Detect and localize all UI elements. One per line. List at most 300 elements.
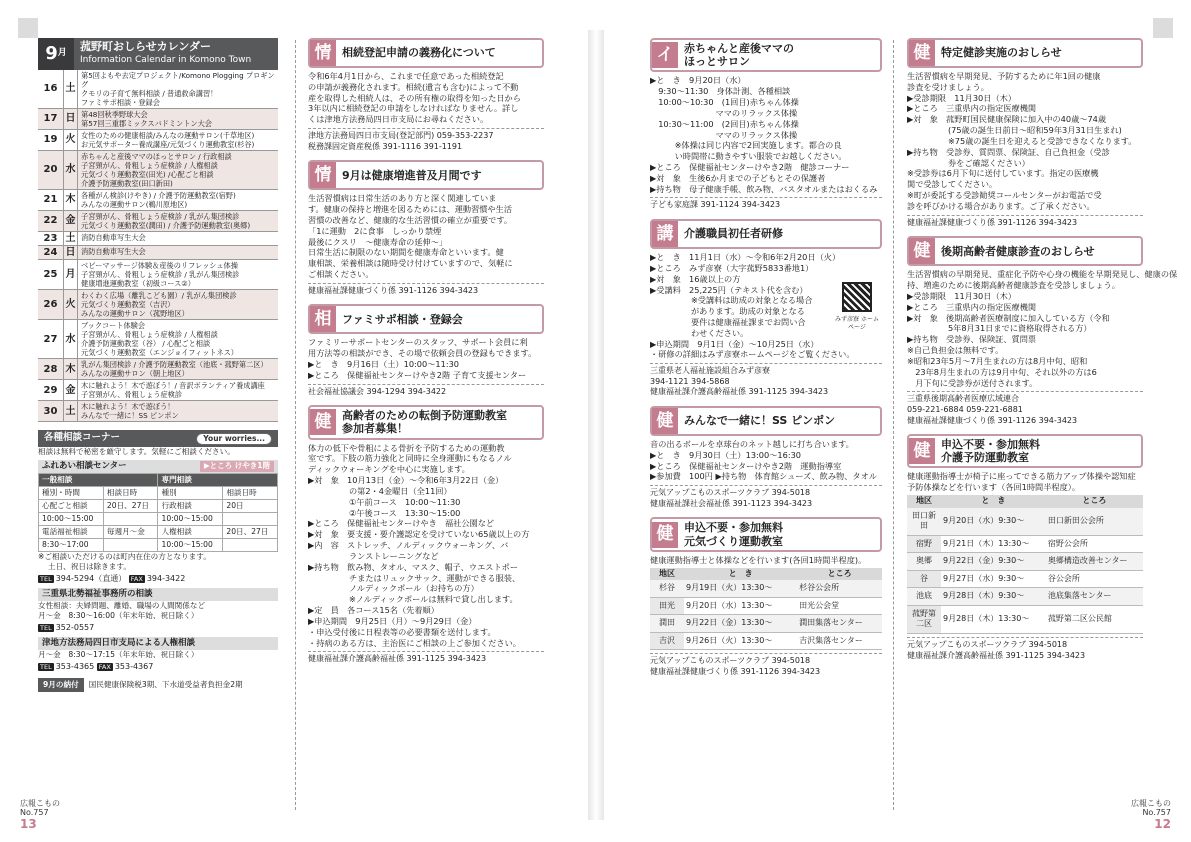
calendar-events <box>78 401 278 421</box>
article-title: 9月は健康増進普及月間です <box>342 168 482 182</box>
article-line: す。健康の保持と増進を図るためには、運動習慣や生活 <box>308 204 513 215</box>
calendar-event: 消防自動車写生大会 <box>81 247 146 257</box>
article-line: 10:00～10:30 (1回目)赤ちゃん体操 <box>650 97 799 108</box>
article-line: ノルディックポール（お持ちの方） <box>308 583 479 594</box>
article-line: 持、増進のために後期高齢者健康診査を受診しましょう。 <box>907 280 1120 291</box>
calendar-event: 第57回三重郡ミックスバドミントン大会 <box>81 119 212 128</box>
schedule-row: 潤田 9月22日（金）13:30～ 潤田集落センター <box>650 615 882 633</box>
article-elderly-checkup <box>907 236 1178 426</box>
calendar-title: 菰野町おしらせカレンダー <box>80 40 211 53</box>
calendar-event: 各種がん検診(けやき) / 介護予防運動教室(宿野) <box>81 191 236 200</box>
article-line: 産を取得した相続人は、その所有権の取得を知った日から <box>308 92 521 103</box>
calendar-events <box>78 260 278 289</box>
article-header <box>308 38 544 68</box>
article-line: 令和6年4月1日から、これまで任意であった相続登記 <box>308 71 504 81</box>
article-header <box>308 160 544 190</box>
article-genki-exercise <box>650 517 882 677</box>
article-line: ※受講料は助成の対象となる場合 <box>650 295 813 306</box>
calendar-date: 28 <box>38 359 64 379</box>
calendar-date: 16 <box>38 70 64 108</box>
calendar-row <box>38 290 278 320</box>
payment-notice: 9月の納付 国民健康保険税3期、下水道受益者負担金2期 <box>38 678 278 692</box>
page-number-left: 13 <box>20 816 37 831</box>
calendar-row <box>38 260 278 290</box>
contact-line: 元気アップこものスポーツクラブ 394-5018 <box>650 488 811 498</box>
contact-line: 健康福祉課健康づくり係 391-1126 394-3423 <box>907 217 1078 227</box>
article-line: ・申込受付後に日程表等の必要書類を送付します。 <box>308 626 496 637</box>
category-icon: 健 <box>652 522 678 548</box>
schedule-row: 吉沢 9月26日（火）13:30～ 吉沢集落センター <box>650 632 882 650</box>
article-header <box>650 38 882 72</box>
schedule-table: 地区 と き ところ 田口新田 9月20日（水）9:30～ 田口新田公会所 宿野 9月21日（木）13:30～ 宿野公会所 奥郷 9月22日（金）9:30～ 奥郷構造改善センター 谷 9月27日（水）9:30～ 谷公会所 池底 9月28日（木）9:30～ 池底集落センター 菰野第二区 9月28日（木）13:30～ 菰野第二区公民館 <box>907 495 1143 634</box>
calendar-dow: 水 <box>64 320 78 358</box>
calendar-date: 29 <box>38 380 64 400</box>
calendar-events <box>78 190 278 210</box>
article-title: 赤ちゃんと産後ママの ほっとサロン <box>684 42 794 69</box>
article-line: ママのリラックス体操 <box>650 107 798 118</box>
contact-line: 健康福祉課社会福祉係 391-1123 394-3423 <box>650 498 813 508</box>
category-icon: 情 <box>310 40 336 66</box>
article-line: ▶定 員 各コース15名（先着順） <box>308 605 439 616</box>
contact-line: 三重県老人福祉施設組合みず彦寮 <box>650 366 770 376</box>
article-line: ▶申込期間 9月1日（金）～10月25日（水） <box>650 338 819 349</box>
article-line: ▶と き 11月1日（水）～令和6年2月20日（火） <box>650 252 841 263</box>
article-line: 日常生活に制限のない期間を健康寿命といいます。健 <box>308 247 504 258</box>
calendar-events <box>78 359 278 379</box>
article-line: ※自己負担金は無料です。 <box>907 345 1004 356</box>
article-line: ①午前コース 10:00～11:30 <box>308 496 461 507</box>
article-line: 生活習慣病を早期発見、予防するために年1回の健康 <box>907 71 1101 81</box>
article-line: 最後にクスリ ～健康寿命の延伸～」 <box>308 236 448 247</box>
calendar-events <box>78 232 278 245</box>
article-contact <box>308 128 544 152</box>
article-title: ファミサポ相談・登録会 <box>342 312 463 326</box>
article-line: 用方法等の相談ができ、その場で依頼会員の登録もできます。 <box>308 348 537 359</box>
calendar-events <box>78 380 278 400</box>
article-line: ※75歳の誕生日を迎えると受診できなくなります。 <box>907 135 1137 146</box>
contact-line: 子ども家庭課 391-1124 394-3423 <box>650 200 781 210</box>
footer-left: 広報こもの No.757 13 <box>20 799 60 831</box>
calendar-events <box>78 151 278 189</box>
article-line: ※ノルディックポールは無料で貸し出します。 <box>308 594 518 605</box>
article-contact <box>907 637 1143 661</box>
article-title: 後期高齢者健康診査のおしらせ <box>941 244 1095 258</box>
consult-table-row: 8:30～17:00 10:00～15:00 <box>39 539 278 552</box>
article-body <box>308 71 544 125</box>
category-icon: 相 <box>310 306 336 332</box>
consult-table-row: 心配ごと相談 20日、27日 行政相談 20日 <box>39 500 278 513</box>
calendar-event: 乳がん集団検診 / 介護予防運動教室（池底・菰野第二区） <box>81 360 268 370</box>
article-line: ファミリーサポートセンターのスタッフ、サポート会員に利 <box>308 337 528 348</box>
consult-memo2: 土日、祝日は除きます。 <box>48 562 131 572</box>
calendar-events <box>78 211 278 231</box>
article-line: ▶受講料 25,225円（テキスト代を含む） <box>650 284 808 295</box>
calendar-event: ファミサポ相談・登録会 <box>81 98 160 107</box>
article-line: 生活習慣病の早期発見、重症化予防や心身の機能を早期発見し、健康の保 <box>907 269 1178 280</box>
consult-table-row: 種別・時間 相談日時 種別 相談日時 <box>39 487 278 500</box>
calendar-event: 女性のための健康相談/みんなの運動サロン(千草地区) <box>81 131 255 140</box>
calendar-row <box>38 232 278 246</box>
article-body <box>650 439 882 482</box>
contact-line: 津地方法務局四日市支局(登記部門) 059-353-2237 <box>308 131 494 141</box>
article-body <box>907 471 1143 634</box>
article-header <box>650 406 882 436</box>
article-title: 介護職員初任者研修 <box>684 227 783 241</box>
article-contact <box>308 651 544 665</box>
calendar-dow: 土 <box>64 401 78 421</box>
qr-label: みず彦寮 ホームページ <box>835 316 879 332</box>
consult-table-row: 10:00～15:00 10:00～15:00 <box>39 513 278 526</box>
calendar-event: お元気サポーター養成講座/元気づくり運動教室(杉谷) <box>81 140 255 149</box>
article-line: ▶持ち物 受診券、保険証、質問票 <box>907 334 1037 345</box>
consult-header <box>38 430 278 447</box>
calendar-dow: 日 <box>64 109 78 129</box>
contact-line: 健康福祉課健康づくり係 391-1126 394-3423 <box>907 415 1078 425</box>
article-title: みんなで一緒に！SS ピンポン <box>684 414 836 428</box>
calendar-date: 30 <box>38 401 64 421</box>
contact-line: 健康福祉課健康づくり係 391-1126 394-3423 <box>308 285 479 295</box>
article-header <box>308 304 544 334</box>
schedule-row: 田口新田 9月20日（水）9:30～ 田口新田公会所 <box>907 508 1143 536</box>
calendar-row <box>38 211 278 232</box>
article-line: ▶ところ 三重県内の指定医療機関 <box>907 103 1037 114</box>
calendar-row <box>38 320 278 359</box>
article-header <box>907 236 1143 266</box>
contact-line: 059-221-6884 059-221-6881 <box>907 404 1023 414</box>
calendar-event: 子宮頸がん、骨粗しょう症検診 / 乳がん集団検診 <box>81 270 240 280</box>
calendar-date: 24 <box>38 246 64 259</box>
consult-title: 各種相談コーナー <box>44 432 121 444</box>
center-bar: ふれあい相談センター ▶ところ けやき1階 <box>38 460 278 473</box>
category-icon: イ <box>652 42 678 68</box>
article-title: 相続登記申請の義務化について <box>342 46 496 60</box>
article-line: ママのリラックス体操 <box>650 129 798 140</box>
calendar-events <box>78 70 278 108</box>
calendar-event: 元気づくり運動教室(潤田) / 介護予防運動教室(奥郷) <box>81 221 251 230</box>
article-baby-salon <box>650 38 882 211</box>
calendar-event: 健康増進運動教室（初級コース②） <box>81 279 195 289</box>
hokusei-bar: 三重県北勢福祉事務所の相談 <box>38 588 278 601</box>
article-body <box>308 337 544 380</box>
contact-line: 健康福祉課介護高齢福祉係 391-1125 394-3423 <box>650 387 829 397</box>
article-line: 要件は健康福祉課までお問い合 <box>650 317 806 327</box>
calendar-event: ブックコート体験会 <box>81 321 146 331</box>
article-line: ▶持ち物 受診券、質問票、保険証、自己負担金（受診 <box>907 146 1110 157</box>
calendar-event: 元気づくり運動教室（吉沢） <box>81 300 175 310</box>
article-header <box>907 434 1143 468</box>
article-line: ▶ところ 保健福祉センターけやき2階 健診コーナー <box>650 162 850 172</box>
calendar-subtitle: Information Calendar in Komono Town <box>80 54 252 65</box>
contact-line: 元気アップこものスポーツクラブ 394-5018 <box>907 640 1068 650</box>
consult-pill: Your worries... <box>196 433 272 445</box>
contact-line: 税務課固定資産税係 391-1116 391-1191 <box>308 141 463 151</box>
article-line: 5年8月31日までに資格取得される方） <box>907 323 1092 334</box>
article-line: ▶と き 9月20日（水） <box>650 75 746 86</box>
article-body <box>907 269 1178 388</box>
calendar-event: 子宮頸がん、骨粗しょう症検診 / 人権相談 <box>81 330 218 340</box>
calendar-dow: 土 <box>64 232 78 245</box>
calendar-date: 22 <box>38 211 64 231</box>
consult-memo1: ※ご相談いただけるのは町内在住の方となります。 <box>38 552 211 562</box>
calendar-month: 9 月 <box>38 38 74 70</box>
article-contact <box>907 391 1143 426</box>
calendar-events <box>78 246 278 259</box>
calendar-event: 木に触れよう！木で遊ぼう！/ 音訳ボランティア養成講座 <box>81 381 265 391</box>
consult-contact: TEL 394-5294（直通） FAX 394-3422 <box>40 574 186 584</box>
article-line: ▶申込期間 9月25日（月）～9月29日（金） <box>308 615 477 626</box>
article-intro: 健康運動指導士と体操などを行います(各回1時間半程度)。 <box>650 554 867 565</box>
article-care-training <box>650 219 882 398</box>
articles-column-4 <box>907 38 1178 669</box>
hokusei-contact: TEL 352-0557 <box>40 623 95 633</box>
article-line: 体力の低下や骨粗による骨折を予防するための運動教 <box>308 442 505 453</box>
column-divider <box>893 40 894 810</box>
calendar-event: みんなの運動サロン（朝上地区） <box>81 369 189 379</box>
article-line: 習慣の改善など、健康的な生活習慣の確立が重要です。 <box>308 214 513 225</box>
article-header <box>650 219 882 249</box>
calendar-event: 消防自動車写生大会 <box>81 233 146 242</box>
article-contact <box>650 363 882 398</box>
article-line: 9:30～11:30 身体計測、各種相談 <box>650 86 791 97</box>
calendar-date: 26 <box>38 290 64 319</box>
article-line: 診査を受けましょう。 <box>907 81 989 92</box>
article-line: ※体操は同じ内容で2回実施します。都合の良 <box>650 140 842 151</box>
article-line: ▶ところ みず彦寮（大字菰野5833番地1） <box>650 262 814 273</box>
calendar-row <box>38 246 278 260</box>
article-header <box>650 517 882 551</box>
article-line: 23年8月生まれの方は9月中旬、それ以外の方は6 <box>907 366 1097 377</box>
calendar-event: みんなの運動サロン（菰野地区） <box>81 309 189 319</box>
calendar-dow: 火 <box>64 130 78 150</box>
article-line: ▶持ち物 飲み物、タオル、マスク、帽子、ウエストポー <box>308 561 519 572</box>
calendar-row <box>38 130 278 151</box>
article-line: ▶ところ 保健福祉センターけやき2階 子育て支援センター <box>308 369 527 380</box>
article-line: ランストレーニングなど <box>308 550 439 561</box>
article-line: ▶受診期限 11月30日（木） <box>907 290 1017 301</box>
article-body <box>308 443 544 649</box>
article-care-prevention <box>907 434 1143 661</box>
article-line: ▶受診期限 11月30日（木） <box>907 92 1017 103</box>
calendar-event: 第5回よもや去定プロジェクト/Komono Plogging プロギング <box>81 71 275 89</box>
category-icon: 健 <box>652 408 678 434</box>
calendar-event: ベビーマッサージ体験＆産後のリフレッシュ体操 <box>81 261 238 271</box>
schedule-row: 宿野 9月21日（木）13:30～ 宿野公会所 <box>907 535 1143 553</box>
article-line: 生活習慣病は日常生活のあり方と深く関連していま <box>308 193 497 204</box>
article-line: (75歳の誕生日前日～昭和59年3月31日生まれ) <box>907 125 1122 136</box>
article-line: ※受診券は6月下旬に送付しています。指定の医療機 <box>907 168 1099 179</box>
calendar-date: 21 <box>38 190 64 210</box>
article-line: ▶対 象 要支援・要介護認定を受けていない65歳以上の方 <box>308 529 530 540</box>
calendar-events <box>78 109 278 129</box>
article-health-month <box>308 160 544 296</box>
article-line: ▶ところ 保健福祉センターけやき 福社公園など <box>308 518 495 529</box>
calendar-date: 17 <box>38 109 64 129</box>
article-line: ▶と き 9月16日（土）10:00～11:30 <box>308 359 459 370</box>
calendar-event: 子宮頸がん、骨粗しょう症検診 / 乳がん集団検診 <box>81 212 240 221</box>
calendar-event: 子宮頸がん、骨粗しょう症検診 <box>81 390 183 400</box>
article-line: ▶内 容 ストレッチ、ノルディックウォーキング、バ <box>308 540 509 551</box>
schedule-row: 田光 9月20日（水）13:30～ 田光公会堂 <box>650 597 882 615</box>
article-line: ・研修の詳細はみず彦寮ホームページをご覧ください。 <box>650 349 855 360</box>
page-gutter <box>588 30 604 820</box>
article-line: わせください。 <box>650 327 749 338</box>
calendar-event: 赤ちゃんと産後ママのほっとサロン / 行政相談 <box>81 152 232 161</box>
article-line: 関で受診してください。 <box>907 179 998 190</box>
calendar-row <box>38 401 278 422</box>
category-icon: 情 <box>310 162 336 188</box>
calendar-row <box>38 109 278 130</box>
article-title: 申込不要・参加無料 介護予防運動教室 <box>941 438 1040 465</box>
article-line: 音の出るボールを卓球台のネット越しに打ち合います。 <box>650 438 854 449</box>
article-line: の第2・4金曜日（全11回） <box>308 485 452 496</box>
calendar-event: みんなの運動サロン(鵜川原地区) <box>81 200 188 209</box>
article-line: 室です。下肢の筋力強化と同時に全身運動にもなるノル <box>308 453 512 464</box>
calendar-event: 介護予防運動教室(田口新田) <box>81 179 173 188</box>
calendar-dow: 金 <box>64 380 78 400</box>
contact-line: 社会福祉協議会 394-1294 394-3422 <box>308 386 447 396</box>
calendar-row <box>38 359 278 380</box>
category-icon: 講 <box>652 221 678 247</box>
calendar-dow: 水 <box>64 151 78 189</box>
calendar-dow: 火 <box>64 290 78 319</box>
hokusei-text: 女性相談：夫婦問題、離婚、職場の人間関係など <box>38 601 206 611</box>
article-line: ご相談ください。 <box>308 269 374 280</box>
article-line: ディックウォーキングを中心に実施します。 <box>308 464 470 475</box>
article-line: があります。助成の対象となる <box>650 306 805 317</box>
category-icon: 健 <box>310 409 336 435</box>
article-contact <box>650 485 882 509</box>
calendar-event: 木に触れよう！木で遊ぼう！ <box>81 402 175 412</box>
calendar-column <box>38 38 278 692</box>
tsu-bar: 津地方法務局四日市支局による人権相談 <box>38 637 278 650</box>
article-line: ▶ところ 保健福祉センターけやき2階 運動指導室 <box>650 460 842 471</box>
contact-line: 健康福祉課介護高齢福祉係 391-1125 394-3423 <box>907 650 1086 660</box>
consult-note: 相談は無料で秘密を厳守します。気軽にご相談ください。 <box>38 446 235 456</box>
article-body <box>650 75 882 194</box>
article-famisapo <box>308 304 544 397</box>
article-contact <box>907 215 1143 229</box>
article-line: 券をご確認ください） <box>907 157 1030 168</box>
calendar-event: わくわく広場（離乳こども園）/ 乳がん集団検診 <box>81 291 237 301</box>
tsu-contact: TEL 353-4365 FAX 353-4367 <box>40 661 154 671</box>
calendar-date: 27 <box>38 320 64 358</box>
page-corner-left <box>18 18 38 38</box>
article-line: ※町が委託する受診勧奨コールセンターがお電話で受 <box>907 190 1102 201</box>
calendar-date: 19 <box>38 130 64 150</box>
contact-line: 健康福祉課介護高齢福祉係 391-1125 394-3423 <box>308 654 487 664</box>
schedule-row: 池底 9月28日（木）9:30～ 池底集落センター <box>907 588 1143 606</box>
schedule-row: 谷 9月27日（水）9:30～ 谷公会所 <box>907 570 1143 588</box>
calendar-event: クモリの子育て無料相談 / 普通救命講習！ <box>81 89 218 98</box>
category-icon: 健 <box>909 40 935 66</box>
article-line: ▶対 象 16歳以上の方 <box>650 273 741 284</box>
article-line: ・持病のある方は、主治医にご相談の上ご参加ください。 <box>308 637 521 648</box>
article-header <box>308 405 544 439</box>
article-line: ▶対 象 菰野町国民健康保険に加入中の40歳～74歳 <box>907 114 1107 125</box>
calendar-event: 第48回秋季野球大会 <box>81 110 148 119</box>
article-line: ▶対 象 生後6か月までの子どもとその保護者 <box>650 172 826 183</box>
hokusei-time: 月～金 8:30～16:00（年末年始、祝日除く） <box>38 611 199 621</box>
consult-table-row: 電話福祉相談 毎週月～金 人権相談 20日、27日 <box>39 526 278 539</box>
article-line: ※昭和23年5月～7月生まれの方は8月中旬、昭和 <box>907 355 1088 366</box>
article-header <box>907 38 1143 68</box>
article-body <box>907 71 1143 212</box>
article-line: ▶持ち物 母子健康手帳、飲み物、バスタオルまたはおくるみ <box>650 183 878 194</box>
articles-column-3 <box>650 38 882 685</box>
qr-code-icon[interactable] <box>842 282 872 312</box>
column-divider <box>295 40 296 810</box>
contact-line: 元気アップこものスポーツクラブ 394-5018 <box>650 656 811 666</box>
calendar-row <box>38 190 278 211</box>
calendar-dow: 月 <box>64 260 78 289</box>
article-line: 「1に運動 2に食事 しっかり禁煙 <box>308 225 442 236</box>
article-contact <box>308 384 544 398</box>
article-body <box>308 193 544 280</box>
article-line: 3年以内に相続登記の申請をしなければなりません。詳し <box>308 103 519 114</box>
calendar-event: 介護予防運動教室（谷） / 心配ごと相談 <box>81 339 211 349</box>
calendar-events <box>78 130 278 150</box>
article-line: ▶参加費 100円 ▶持ち物 体育館シューズ、飲み物、タオル <box>650 471 877 482</box>
schedule-row: 菰野第二区 9月28日（木）13:30～ 菰野第二区公民館 <box>907 605 1143 633</box>
calendar-event: 子宮頸がん、骨粗しょう症検診 / 人権相談 <box>81 161 218 170</box>
schedule-row: 杉谷 9月19日（火）13:30～ 杉谷公会所 <box>650 580 882 597</box>
article-title: 申込不要・参加無料 元気づくり運動教室 <box>684 521 783 548</box>
article-title: 特定健診実施のおしらせ <box>941 46 1062 60</box>
article-contact <box>308 283 544 297</box>
article-line: ▶と き 9月30日（土）13:00～16:30 <box>650 449 801 460</box>
calendar-dow: 日 <box>64 246 78 259</box>
schedule-table: 地区 と き ところ 杉谷 9月19日（火）13:30～ 杉谷公会所 田光 9月20日（水）13:30～ 田光公会堂 潤田 9月22日（金）13:30～ 潤田集落センター 吉沢 9月26日（火）13:30～ 吉沢集落センター <box>650 568 882 651</box>
article-fall-prevention <box>308 405 544 665</box>
tsu-time: 月～金 8:30～17:15（年末年始、祝日除く） <box>38 649 199 659</box>
category-icon: 健 <box>909 438 935 464</box>
calendar-row <box>38 70 278 109</box>
contact-line: 394-1121 394-5868 <box>650 376 730 386</box>
calendar-rows <box>38 70 278 422</box>
calendar-row <box>38 380 278 401</box>
calendar-date: 23 <box>38 232 64 245</box>
article-line: の申請が義務化されます。相続(遺言も含む)によって不動 <box>308 81 519 92</box>
article-line: ②午後コース 13:30～15:00 <box>308 507 461 518</box>
article-body <box>650 555 882 651</box>
article-line: 10:30～11:00 (2回目)赤ちゃん体操 <box>650 118 799 129</box>
calendar-event: 元気づくり運動教室(田光) /心配ごと相談 <box>81 170 214 179</box>
calendar-dow: 木 <box>64 359 78 379</box>
category-icon: 健 <box>909 238 935 264</box>
article-title: 高齢者のための転倒予防運動教室 参加者募集！ <box>342 409 507 436</box>
article-tokutei-checkup <box>907 38 1143 228</box>
article-line: くは津地方法務局四日市支局にお尋ねください。 <box>308 114 489 125</box>
consult-table: 一般相談 専門相談 種別・時間 相談日時 種別 相談日時 心配ごと相談 20日、27日 行政相談 20日 10:00～15:00 10:00～15:00 電話福祉相談 毎週月～金 人権相談 20日、27日 8:30～17:00 10:00～15:00 <box>38 473 278 552</box>
article-contact <box>650 653 882 677</box>
calendar-event: 元気づくり運動教室（エンジョイフィットネス） <box>81 348 238 358</box>
article-ss-pingpong <box>650 406 882 509</box>
schedule-row: 奥郷 9月22日（金）9:30～ 奥郷構造改善センター <box>907 553 1143 571</box>
article-line: チまたはリュックサック、運動ができる服装、 <box>308 572 521 583</box>
page-corner-right <box>1153 18 1173 38</box>
calendar-row <box>38 151 278 190</box>
article-intro: 健康運動指導士が椅子に座ってできる筋力アップ体操や認知症予防体操などを行います（各回1時間半程度）。 <box>907 471 1136 493</box>
calendar-date: 25 <box>38 260 64 289</box>
article-line: い時間帯に動きやすい服装でお越しください。 <box>650 151 847 162</box>
article-line: 診を呼びかける場合があります。ご了承ください。 <box>907 200 1095 211</box>
footer-right: 広報こもの No.757 12 <box>1131 799 1171 831</box>
calendar-dow: 金 <box>64 211 78 231</box>
calendar-header <box>38 38 278 70</box>
article-line: ▶対 象 10月13日（金）～令和6年3月22日（金） <box>308 475 504 486</box>
page-number-right: 12 <box>1154 816 1171 831</box>
calendar-events <box>78 320 278 358</box>
